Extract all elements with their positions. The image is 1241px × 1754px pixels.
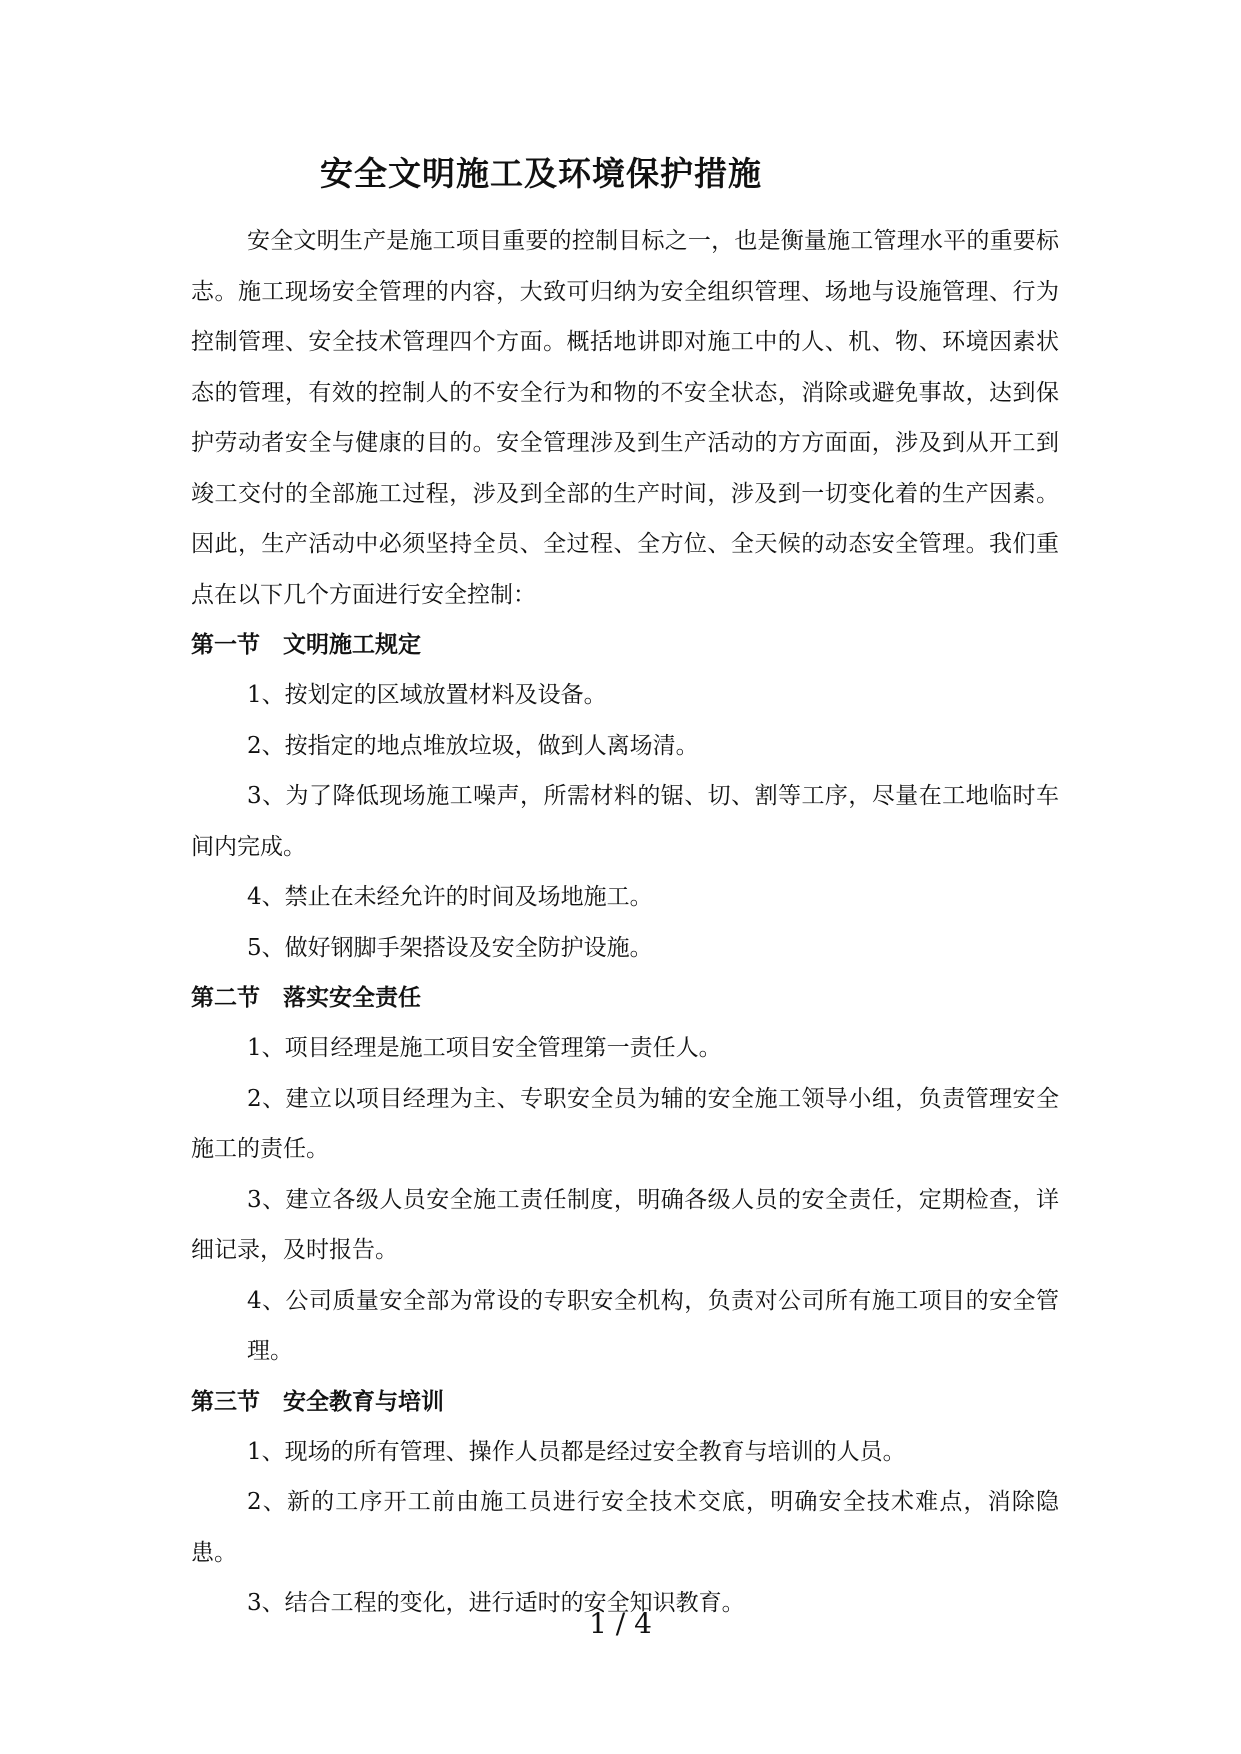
list-item: 1、项目经理是施工项目安全管理第一责任人。 <box>247 1035 722 1061</box>
list-item: 3、建立各级人员安全施工责任制度，明确各级人员的安全责任，定期检查，详细记录，及时报告。 <box>191 1186 1059 1263</box>
list-item: 2、按指定的地点堆放垃圾，做到人离场清。 <box>247 732 699 759</box>
document-body <box>191 216 1059 1629</box>
list-item: 4、禁止在未经允许的时间及场地施工。 <box>247 884 653 910</box>
page-number: 1 / 4 <box>589 1607 652 1640</box>
list-item: 3、为了降低现场施工噪声，所需材料的锯、切、割等工序，尽量在工地临时车间内完成。 <box>191 783 1059 860</box>
list-item: 2、新的工序开工前由施工员进行安全技术交底，明确安全技术难点，消除隐患。 <box>191 1489 1059 1566</box>
list-item: 5、做好钢脚手架搭设及安全防护设施。 <box>247 934 653 961</box>
section-heading: 第二节 落实安全责任 <box>191 984 421 1011</box>
list-item: 2、建立以项目经理为主、专职安全员为辅的安全施工领导小组，负责管理安全施工的责任。 <box>191 1085 1059 1162</box>
list-item: 1、现场的所有管理、操作人员都是经过安全教育与培训的人员。 <box>247 1438 906 1465</box>
section-3 <box>191 1377 1059 1629</box>
list-item: 3、结合工程的变化，进行适时的安全知识教育。 <box>247 1590 745 1616</box>
list-item: 4、公司质量安全部为常设的专职安全机构，负责对公司所有施工项目的安全管理。 <box>247 1287 1059 1364</box>
section-2 <box>191 973 1059 1377</box>
section-heading: 第三节 安全教育与培训 <box>191 1387 444 1415</box>
intro-paragraph: 安全文明生产是施工项目重要的控制目标之一，也是衡量施工管理水平的重要标志。施工现场安全管理的内容，大致可归纳为安全组织管理、场地与设施管理、行为控制管理、安全技术管理四个方面。概括地讲即对施工中的人、机、物、环境因素状态的管理，有效的控制人的不安全行为和物的不安全状态，消除或避免事故，达到保护劳动者安全与健康的目的。安全管理涉及到生产活动的方方面面，涉及到从开工到竣工交付的全部施工过程，涉及到全部的生产时间，涉及到一切变化着的生产因素。因此，生产活动中必须坚持全员、全过程、全方位、全天候的动态安全管理。我们重点在以下几个方面进行安全控制： <box>191 228 1059 608</box>
document-title: 安全文明施工及环境保护措施 <box>320 154 762 193</box>
list-item: 1、按划定的区域放置材料及设备。 <box>247 682 607 708</box>
section-1 <box>191 620 1059 973</box>
section-heading: 第一节 文明施工规定 <box>191 631 421 658</box>
